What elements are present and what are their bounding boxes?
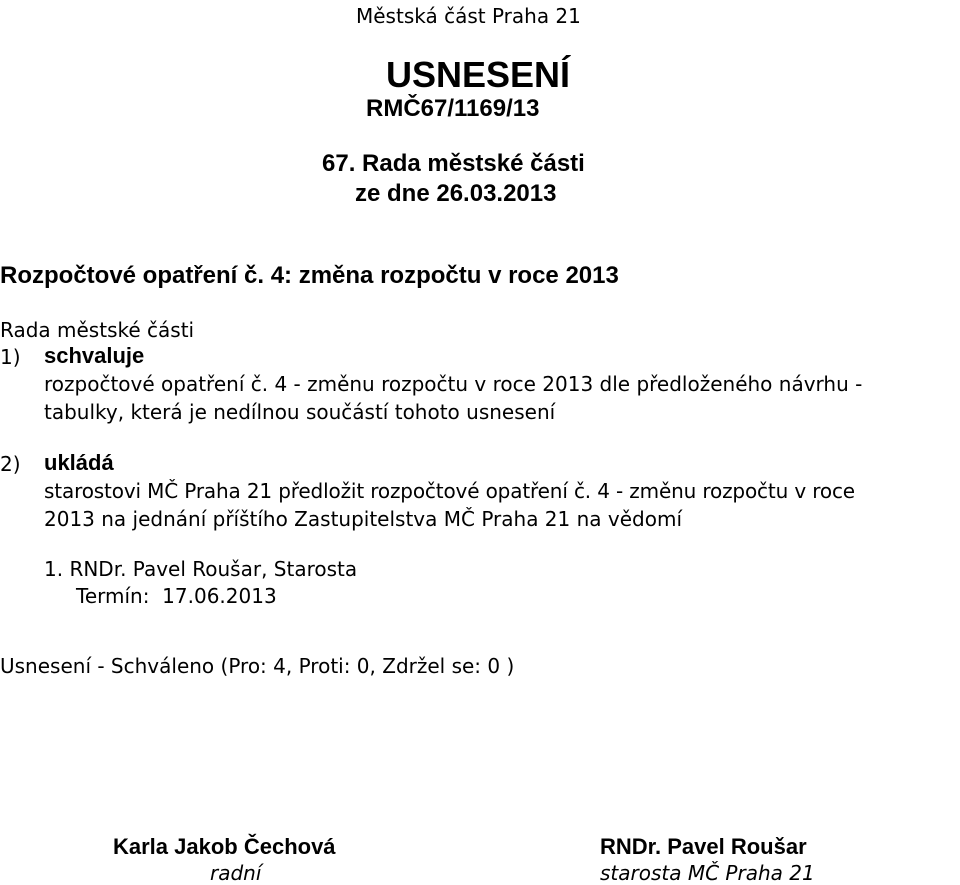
assignee: 1. RNDr. Pavel Roušar, Starosta xyxy=(44,557,358,581)
item-1-verb: schvaluje xyxy=(44,343,145,368)
resolution-subject: Rozpočtové opatření č. 4: změna rozpočtu v roce 2013 xyxy=(0,262,619,289)
session-name: 67. Rada městské části xyxy=(322,150,585,177)
item-1-number: 1) xyxy=(0,345,21,369)
document-title: USNESENÍ xyxy=(386,54,571,95)
vote-result: Usnesení - Schváleno (Pro: 4, Proti: 0, Zdržel se: 0 ) xyxy=(0,654,515,678)
deadline: Termín: 17.06.2013 xyxy=(76,584,277,608)
session-date: ze dne 26.03.2013 xyxy=(355,180,557,207)
signature-2-role: starosta MČ Praha 21 xyxy=(600,861,815,885)
signature-2-name: RNDr. Pavel Roušar xyxy=(600,834,807,859)
office-name: Městská část Praha 21 xyxy=(356,4,581,28)
body-intro: Rada městské části xyxy=(0,318,195,342)
item-1-line-1: rozpočtové opatření č. 4 - změnu rozpočtu v roce 2013 dle předloženého návrhu - xyxy=(44,372,863,396)
signature-1-role: radní xyxy=(210,861,262,885)
signature-1-name: Karla Jakob Čechová xyxy=(113,834,336,859)
item-2-verb: ukládá xyxy=(44,450,114,475)
item-2-line-1: starostovi MČ Praha 21 předložit rozpočtové opatření č. 4 - změnu rozpočtu v roce xyxy=(44,479,855,503)
item-2-line-2: 2013 na jednání příštího Zastupitelstva MČ Praha 21 na vědomí xyxy=(44,507,683,531)
item-2-number: 2) xyxy=(0,452,21,476)
item-1-line-2: tabulky, která je nedílnou součástí tohoto usnesení xyxy=(44,400,556,424)
resolution-number: RMČ67/1169/13 xyxy=(366,95,540,122)
